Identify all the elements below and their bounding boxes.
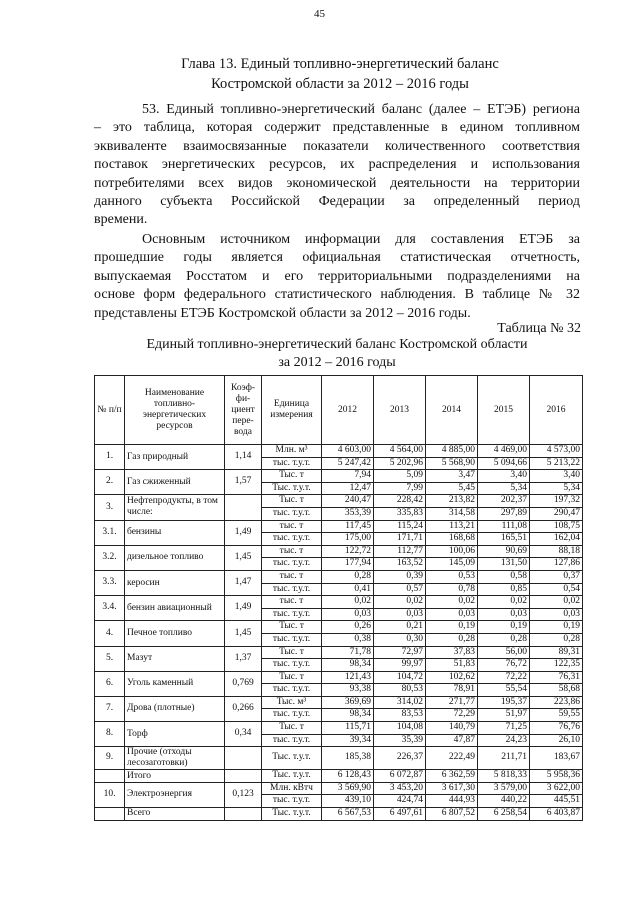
unit-cell: Тыс. т <box>262 621 322 634</box>
value-cell: 117,45 <box>322 520 374 533</box>
unit-cell: Тыс. т <box>262 646 322 659</box>
unit-cell: тыс. т <box>262 596 322 609</box>
row-number-cell: 4. <box>95 621 125 646</box>
paragraph-line: выпускаемая Росстатом и его территориальными подразделениями на <box>94 268 580 284</box>
value-cell: 0,54 <box>530 583 583 596</box>
resource-name-cell: Прочие (отходы лесозаготовки) <box>125 747 225 770</box>
resource-name-cell: Мазут <box>125 646 225 671</box>
table-row <box>95 770 583 783</box>
value-cell: 72,29 <box>426 709 478 722</box>
value-cell: 202,37 <box>478 495 530 508</box>
value-cell: 71,78 <box>322 646 374 659</box>
unit-cell: тыс. т.у.т. <box>262 659 322 672</box>
paragraph-line: основе форм федерального статистического наблюдения. В таблице № 32 <box>94 287 580 303</box>
value-cell: 88,18 <box>530 545 583 558</box>
resource-name-cell: Итого <box>125 770 225 783</box>
resource-name-cell: Печное топливо <box>125 621 225 646</box>
value-cell: 0,02 <box>374 596 426 609</box>
header-coef: Коэф-фи-циент пере-вода <box>225 376 262 445</box>
header-name: Наименование топливно-энергетических ресурсов <box>125 376 225 445</box>
value-cell: 122,72 <box>322 545 374 558</box>
value-cell: 78,91 <box>426 684 478 697</box>
coefficient-cell: 0,34 <box>225 722 262 747</box>
value-cell: 127,86 <box>530 558 583 571</box>
value-cell: 0,28 <box>530 633 583 646</box>
paragraph-line: 53. Единый топливно-энергетический баланс (далее – ЕТЭБ) региона <box>142 102 580 117</box>
header-no: № п/п <box>95 376 125 445</box>
resource-name-cell: Уголь каменный <box>125 671 225 696</box>
resource-name-cell: Электроэнергия <box>125 782 225 807</box>
table-row <box>95 782 583 795</box>
table-row <box>95 808 583 821</box>
row-number-cell: 5. <box>95 646 125 671</box>
paragraph-source <box>94 231 580 323</box>
value-cell: 6 403,87 <box>530 808 583 821</box>
header-year: 2016 <box>530 376 583 445</box>
row-number-cell: 3.1. <box>95 520 125 545</box>
value-cell: 185,38 <box>322 747 374 770</box>
unit-cell: тыс. т.у.т. <box>262 507 322 520</box>
value-cell: 226,37 <box>374 747 426 770</box>
value-cell: 58,68 <box>530 684 583 697</box>
resource-name-cell: бензины <box>125 520 225 545</box>
unit-cell: Тыс. т.у.т. <box>262 482 322 495</box>
value-cell: 55,54 <box>478 684 530 697</box>
row-number-cell: 3.2. <box>95 545 125 570</box>
unit-cell: Тыс. т.у.т. <box>262 770 322 783</box>
value-cell: 0,28 <box>322 570 374 583</box>
value-cell: 140,79 <box>426 722 478 735</box>
coefficient-cell: 1,45 <box>225 545 262 570</box>
value-cell: 3 579,00 <box>478 782 530 795</box>
value-cell: 4 469,00 <box>478 445 530 458</box>
value-cell: 35,39 <box>374 734 426 747</box>
resource-name-cell: Торф <box>125 722 225 747</box>
unit-cell: тыс. т.у.т. <box>262 533 322 546</box>
value-cell: 5 247,42 <box>322 457 374 470</box>
coefficient-cell <box>225 495 262 520</box>
paragraph-line: поставок энергетических ресурсов, их распределения и использования <box>94 157 580 173</box>
value-cell: 24,23 <box>478 734 530 747</box>
value-cell: 211,71 <box>478 747 530 770</box>
paragraph-line: данного субъекта Российской Федерации за определенный период <box>94 193 580 209</box>
value-cell: 183,67 <box>530 747 583 770</box>
table-title-line: за 2012 – 2016 годы <box>278 355 396 370</box>
value-cell: 6 497,61 <box>374 808 426 821</box>
table-row <box>95 445 583 458</box>
unit-cell: тыс. т.у.т. <box>262 457 322 470</box>
value-cell: 100,06 <box>426 545 478 558</box>
value-cell: 0,30 <box>374 633 426 646</box>
value-cell: 240,47 <box>322 495 374 508</box>
page-number: 45 <box>314 8 325 20</box>
coefficient-cell: 0,266 <box>225 696 262 721</box>
value-cell: 51,83 <box>426 659 478 672</box>
paragraph-definition <box>94 101 580 230</box>
value-cell: 0,26 <box>322 621 374 634</box>
value-cell: 37,83 <box>426 646 478 659</box>
value-cell: 163,52 <box>374 558 426 571</box>
table-title-line: Единый топливно-энергетический баланс Костромской области <box>146 337 528 352</box>
value-cell: 121,43 <box>322 671 374 684</box>
value-cell: 76,31 <box>530 671 583 684</box>
value-cell: 51,97 <box>478 709 530 722</box>
value-cell: 4 603,00 <box>322 445 374 458</box>
value-cell: 0,03 <box>530 608 583 621</box>
header-year: 2013 <box>374 376 426 445</box>
unit-cell: тыс. т <box>262 520 322 533</box>
value-cell: 131,50 <box>478 558 530 571</box>
value-cell: 165,51 <box>478 533 530 546</box>
value-cell: 115,71 <box>322 722 374 735</box>
resource-name-cell: Газ сжиженный <box>125 470 225 495</box>
unit-cell: тыс. т.у.т. <box>262 734 322 747</box>
value-cell: 0,21 <box>374 621 426 634</box>
value-cell: 59,55 <box>530 709 583 722</box>
value-cell: 223,86 <box>530 696 583 709</box>
row-number-cell: 3. <box>95 495 125 520</box>
value-cell: 439,10 <box>322 795 374 808</box>
value-cell: 3,40 <box>478 470 530 483</box>
value-cell: 228,42 <box>374 495 426 508</box>
value-cell: 72,97 <box>374 646 426 659</box>
unit-cell: Млн. кВтч <box>262 782 322 795</box>
value-cell: 6 807,52 <box>426 808 478 821</box>
coefficient-cell: 1,57 <box>225 470 262 495</box>
row-number-cell: 9. <box>95 747 125 770</box>
unit-cell: Тыс. т <box>262 671 322 684</box>
unit-cell: Тыс. т <box>262 495 322 508</box>
value-cell: 0,03 <box>374 608 426 621</box>
value-cell: 0,41 <box>322 583 374 596</box>
value-cell: 271,77 <box>426 696 478 709</box>
value-cell: 0,38 <box>322 633 374 646</box>
unit-cell: тыс. т <box>262 570 322 583</box>
row-number-cell: 7. <box>95 696 125 721</box>
value-cell: 168,68 <box>426 533 478 546</box>
unit-cell: Тыс. т.у.т. <box>262 808 322 821</box>
value-cell: 76,76 <box>530 722 583 735</box>
value-cell: 99,97 <box>374 659 426 672</box>
value-cell: 222,49 <box>426 747 478 770</box>
coefficient-cell <box>225 808 262 821</box>
value-cell: 6 567,53 <box>322 808 374 821</box>
value-cell: 444,93 <box>426 795 478 808</box>
header-year: 2012 <box>322 376 374 445</box>
value-cell: 5,09 <box>374 470 426 483</box>
value-cell: 4 573,00 <box>530 445 583 458</box>
value-cell: 314,58 <box>426 507 478 520</box>
value-cell: 93,38 <box>322 684 374 697</box>
paragraph-line: – это таблица, которая содержит представленные в едином топливном <box>94 120 580 136</box>
coefficient-cell <box>225 770 262 783</box>
value-cell: 104,08 <box>374 722 426 735</box>
value-cell: 5 958,36 <box>530 770 583 783</box>
table-row <box>95 621 583 634</box>
value-cell: 115,24 <box>374 520 426 533</box>
resource-name-cell: дизельное топливо <box>125 545 225 570</box>
unit-cell: тыс. т.у.т. <box>262 608 322 621</box>
value-cell: 39,34 <box>322 734 374 747</box>
value-cell: 0,53 <box>426 570 478 583</box>
row-number-cell: 3.3. <box>95 570 125 595</box>
coefficient-cell: 0,769 <box>225 671 262 696</box>
value-cell: 440,22 <box>478 795 530 808</box>
energy-balance-table <box>94 375 583 821</box>
row-number-cell: 3.4. <box>95 596 125 621</box>
unit-cell: Тыс. т <box>262 722 322 735</box>
value-cell: 5 818,33 <box>478 770 530 783</box>
resource-name-cell: Газ природный <box>125 445 225 470</box>
table-number: Таблица № 32 <box>497 321 581 336</box>
value-cell: 0,02 <box>478 596 530 609</box>
value-cell: 6 362,59 <box>426 770 478 783</box>
resource-name-cell: Дрова (плотные) <box>125 696 225 721</box>
unit-cell: Тыс. т <box>262 470 322 483</box>
value-cell: 98,34 <box>322 659 374 672</box>
value-cell: 83,53 <box>374 709 426 722</box>
resource-name-cell: Нефтепродукты, в том числе: <box>125 495 225 520</box>
value-cell: 5,34 <box>478 482 530 495</box>
table-row <box>95 470 583 483</box>
row-number-cell: 1. <box>95 445 125 470</box>
unit-cell: тыс. т.у.т. <box>262 558 322 571</box>
value-cell: 171,71 <box>374 533 426 546</box>
table-row <box>95 570 583 583</box>
value-cell: 112,77 <box>374 545 426 558</box>
table-row <box>95 545 583 558</box>
table-row <box>95 696 583 709</box>
paragraph-line: Основным источником информации для составления ЕТЭБ за <box>142 232 580 247</box>
resource-name-cell: бензин авиационный <box>125 596 225 621</box>
value-cell: 0,03 <box>426 608 478 621</box>
row-number-cell: 8. <box>95 722 125 747</box>
value-cell: 72,22 <box>478 671 530 684</box>
paragraph-line: времени. <box>94 212 148 228</box>
table-title <box>94 336 580 372</box>
value-cell: 424,74 <box>374 795 426 808</box>
table-row <box>95 520 583 533</box>
value-cell: 7,94 <box>322 470 374 483</box>
header-year: 2014 <box>426 376 478 445</box>
unit-cell: Тыс. т.у.т. <box>262 747 322 770</box>
paragraph-line: представлены ЕТЭБ Костромской области за 2012 – 2016 годы. <box>94 305 471 321</box>
value-cell: 47,87 <box>426 734 478 747</box>
unit-cell: Тыс. м³ <box>262 696 322 709</box>
value-cell: 0,19 <box>530 621 583 634</box>
value-cell: 0,02 <box>426 596 478 609</box>
unit-cell: тыс. т.у.т. <box>262 633 322 646</box>
value-cell: 177,94 <box>322 558 374 571</box>
value-cell: 5 094,66 <box>478 457 530 470</box>
paragraph-line: эквиваленте взаимосвязанные показатели количественного соответствия <box>94 138 580 154</box>
chapter-title-line: Глава 13. Единый топливно-энергетический баланс <box>181 56 499 72</box>
value-cell: 297,89 <box>478 507 530 520</box>
chapter-title-line: Костромской области за 2012 – 2016 годы <box>211 76 469 92</box>
value-cell: 195,37 <box>478 696 530 709</box>
value-cell: 56,00 <box>478 646 530 659</box>
value-cell: 5 202,96 <box>374 457 426 470</box>
row-number-cell: 6. <box>95 671 125 696</box>
value-cell: 0,03 <box>322 608 374 621</box>
value-cell: 0,03 <box>478 608 530 621</box>
value-cell: 98,34 <box>322 709 374 722</box>
value-cell: 3 569,90 <box>322 782 374 795</box>
value-cell: 0,85 <box>478 583 530 596</box>
coefficient-cell: 0,123 <box>225 782 262 807</box>
unit-cell: Млн. м³ <box>262 445 322 458</box>
coefficient-cell: 1,47 <box>225 570 262 595</box>
value-cell: 0,37 <box>530 570 583 583</box>
value-cell: 0,57 <box>374 583 426 596</box>
value-cell: 90,69 <box>478 545 530 558</box>
value-cell: 26,10 <box>530 734 583 747</box>
row-number-cell: 2. <box>95 470 125 495</box>
value-cell: 4 564,00 <box>374 445 426 458</box>
chapter-title <box>80 54 600 94</box>
value-cell: 0,78 <box>426 583 478 596</box>
value-cell: 6 072,87 <box>374 770 426 783</box>
coefficient-cell <box>225 747 262 770</box>
value-cell: 0,58 <box>478 570 530 583</box>
paragraph-line: потребителями всех видов экономической деятельности на территории <box>94 175 580 191</box>
value-cell: 80,53 <box>374 684 426 697</box>
coefficient-cell: 1,45 <box>225 621 262 646</box>
row-number-cell <box>95 808 125 821</box>
value-cell: 197,32 <box>530 495 583 508</box>
paragraph-line: прошедшие годы является официальная статистическая отчетность, <box>94 250 580 266</box>
value-cell: 162,04 <box>530 533 583 546</box>
table-row <box>95 722 583 735</box>
value-cell: 5,34 <box>530 482 583 495</box>
value-cell: 0,28 <box>426 633 478 646</box>
value-cell: 0,39 <box>374 570 426 583</box>
row-number-cell: 10. <box>95 782 125 807</box>
value-cell: 213,82 <box>426 495 478 508</box>
table-row <box>95 495 583 508</box>
value-cell: 3 453,20 <box>374 782 426 795</box>
value-cell: 3 617,30 <box>426 782 478 795</box>
value-cell: 0,02 <box>322 596 374 609</box>
table-row <box>95 747 583 770</box>
resource-name-cell: Всего <box>125 808 225 821</box>
table-row <box>95 671 583 684</box>
coefficient-cell: 1,49 <box>225 520 262 545</box>
value-cell: 314,02 <box>374 696 426 709</box>
header-unit: Единица измерения <box>262 376 322 445</box>
header-year: 2015 <box>478 376 530 445</box>
value-cell: 0,19 <box>478 621 530 634</box>
value-cell: 104,72 <box>374 671 426 684</box>
value-cell: 3,40 <box>530 470 583 483</box>
coefficient-cell: 1,49 <box>225 596 262 621</box>
value-cell: 102,62 <box>426 671 478 684</box>
value-cell: 6 258,54 <box>478 808 530 821</box>
value-cell: 7,99 <box>374 482 426 495</box>
unit-cell: тыс. т.у.т. <box>262 684 322 697</box>
value-cell: 369,69 <box>322 696 374 709</box>
value-cell: 0,28 <box>478 633 530 646</box>
value-cell: 5 568,90 <box>426 457 478 470</box>
value-cell: 3,47 <box>426 470 478 483</box>
value-cell: 0,19 <box>426 621 478 634</box>
value-cell: 6 128,43 <box>322 770 374 783</box>
value-cell: 111,08 <box>478 520 530 533</box>
value-cell: 445,51 <box>530 795 583 808</box>
table-row <box>95 596 583 609</box>
value-cell: 353,39 <box>322 507 374 520</box>
unit-cell: тыс. т <box>262 545 322 558</box>
value-cell: 335,83 <box>374 507 426 520</box>
value-cell: 71,25 <box>478 722 530 735</box>
value-cell: 5,45 <box>426 482 478 495</box>
value-cell: 3 622,00 <box>530 782 583 795</box>
value-cell: 122,35 <box>530 659 583 672</box>
value-cell: 12,47 <box>322 482 374 495</box>
value-cell: 76,72 <box>478 659 530 672</box>
value-cell: 145,09 <box>426 558 478 571</box>
unit-cell: тыс. т.у.т. <box>262 583 322 596</box>
value-cell: 89,31 <box>530 646 583 659</box>
table-header-row <box>95 376 583 445</box>
value-cell: 5 213,22 <box>530 457 583 470</box>
unit-cell: тыс. т.у.т. <box>262 795 322 808</box>
row-number-cell <box>95 770 125 783</box>
value-cell: 290,47 <box>530 507 583 520</box>
value-cell: 113,21 <box>426 520 478 533</box>
value-cell: 175,00 <box>322 533 374 546</box>
coefficient-cell: 1,14 <box>225 445 262 470</box>
resource-name-cell: керосин <box>125 570 225 595</box>
coefficient-cell: 1,37 <box>225 646 262 671</box>
unit-cell: тыс. т.у.т. <box>262 709 322 722</box>
value-cell: 4 885,00 <box>426 445 478 458</box>
value-cell: 0,02 <box>530 596 583 609</box>
value-cell: 108,75 <box>530 520 583 533</box>
table-row <box>95 646 583 659</box>
